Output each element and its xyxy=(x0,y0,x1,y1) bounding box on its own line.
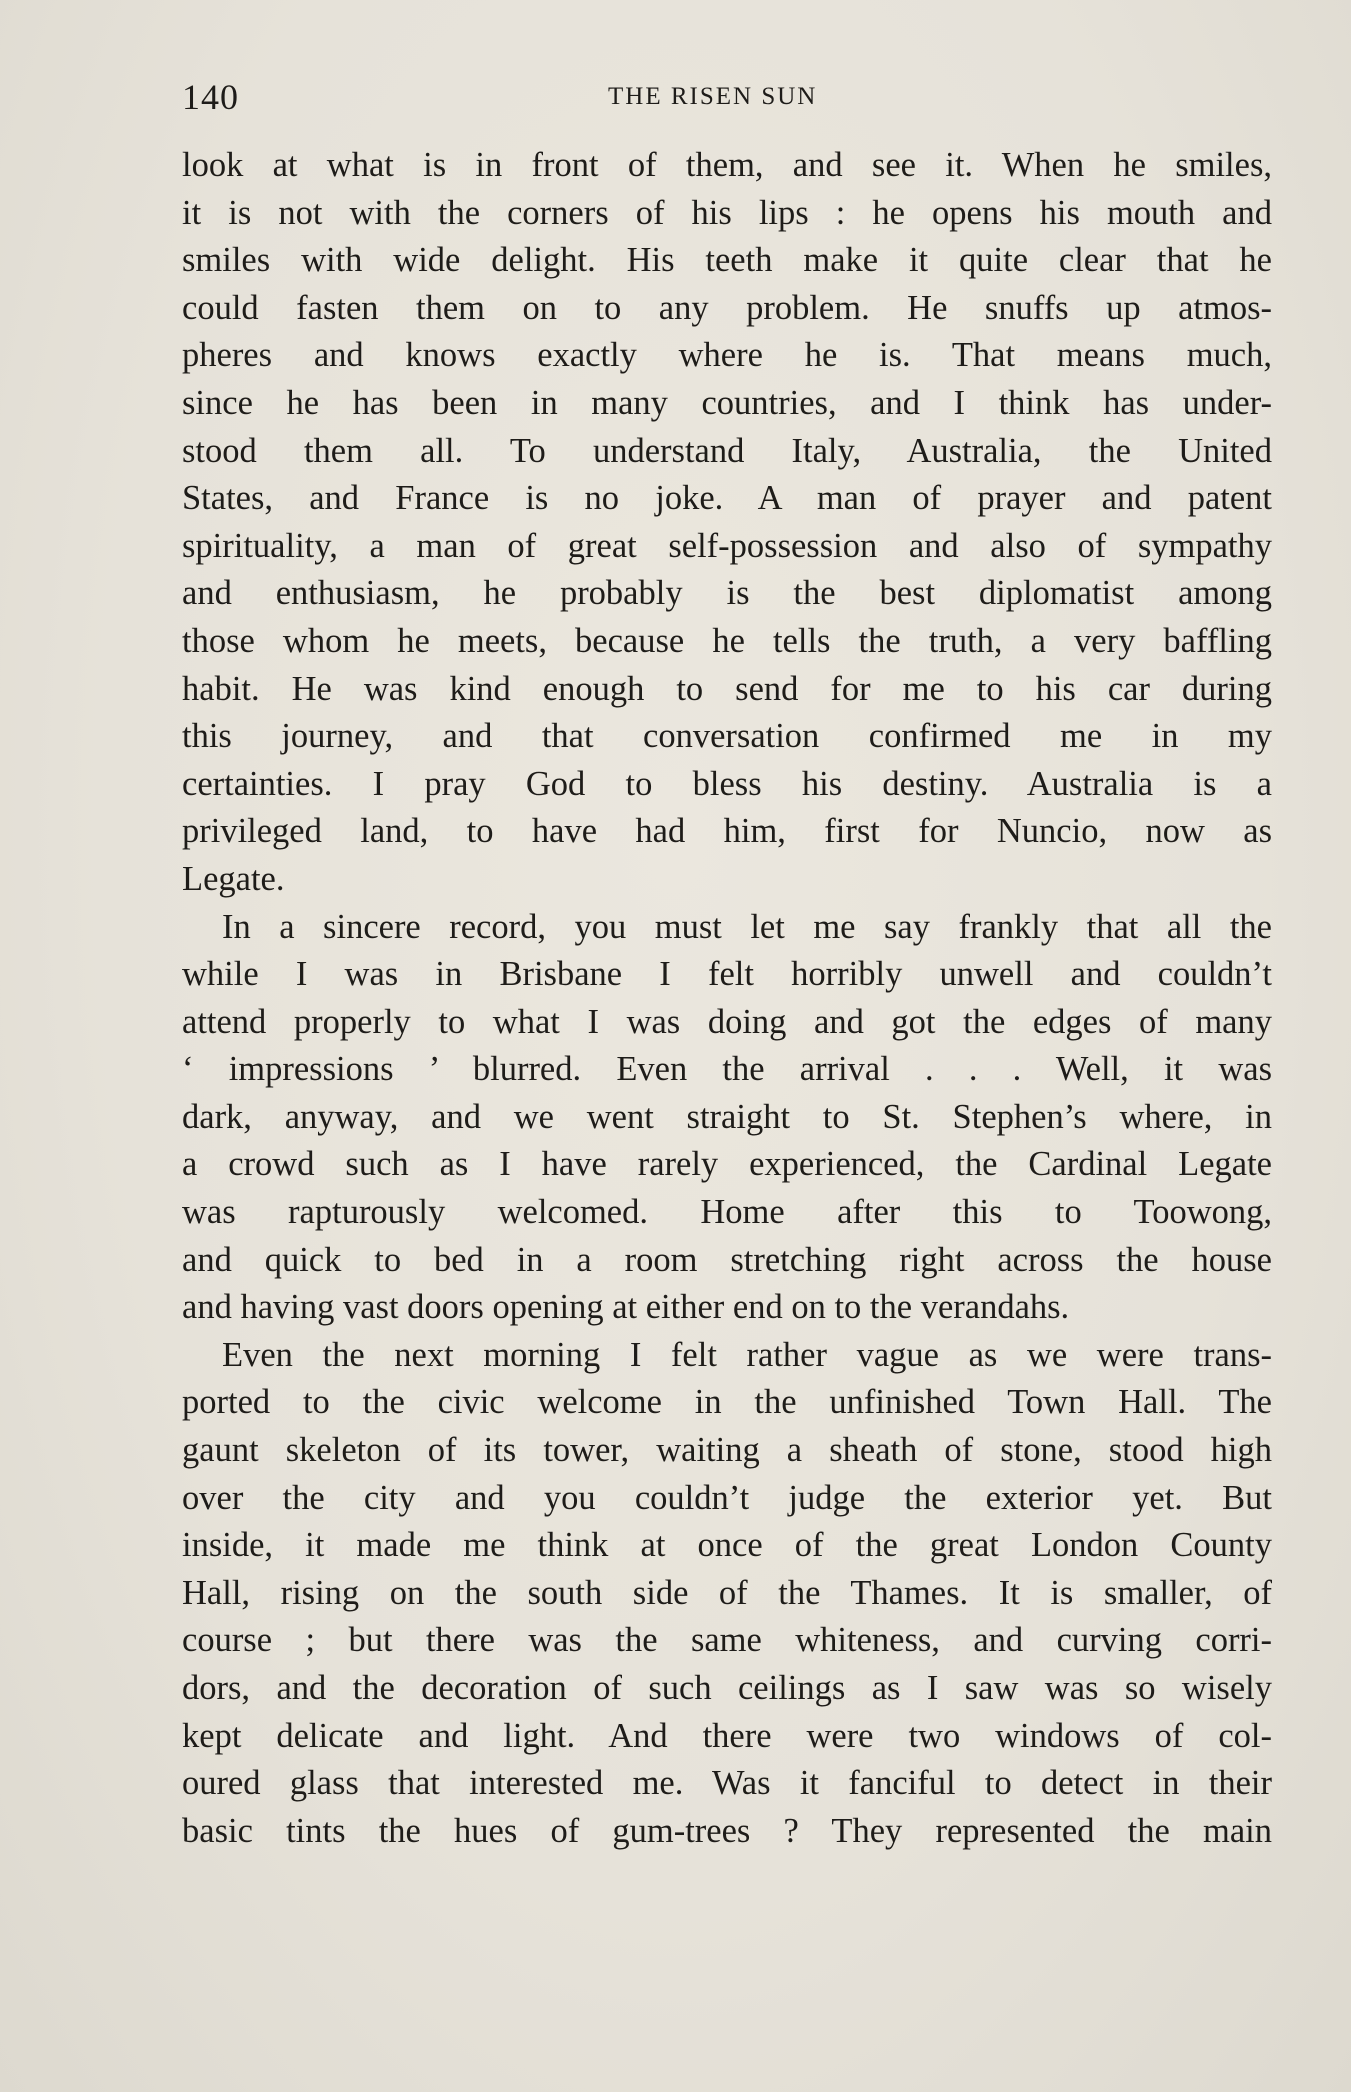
text-line: smiles with wide delight. His teeth make it quite clear that he xyxy=(182,241,1272,280)
text-line: attend properly to what I was doing and got the edges of many xyxy=(182,1002,1272,1041)
text-line: spirituality, a man of great self-possession and also of sympathy xyxy=(182,526,1272,565)
text-line: and enthusiasm, he probably is the best diplomatist among xyxy=(182,574,1272,613)
text-line: Hall, rising on the south side of the Thames. It is smaller, of xyxy=(182,1573,1272,1612)
text-line: course ; but there was the same whiteness, and curving corri- xyxy=(182,1621,1272,1660)
text-line: certainties. I pray God to bless his destiny. Australia is a xyxy=(182,764,1272,803)
text-line: In a sincere record, you must let me say frankly that all the xyxy=(222,907,1272,946)
text-line: and having vast doors opening at either end on to the verandahs. xyxy=(182,1288,1070,1327)
text-line: this journey, and that conversation confirmed me in my xyxy=(182,717,1272,756)
text-line: habit. He was kind enough to send for me to his car during xyxy=(182,669,1272,708)
text-line: those whom he meets, because he tells the truth, a very baffling xyxy=(182,621,1272,660)
text-line: dark, anyway, and we went straight to St. Stephen’s where, in xyxy=(182,1097,1272,1136)
body-text xyxy=(182,142,1272,1855)
text-line: Even the next morning I felt rather vague as we were trans- xyxy=(222,1335,1272,1374)
text-line: basic tints the hues of gum-trees ? They represented the main xyxy=(182,1811,1272,1850)
text-line: was rapturously welcomed. Home after this to Toowong, xyxy=(182,1193,1272,1232)
text-line: pheres and knows exactly where he is. That means much, xyxy=(182,336,1272,375)
text-line: States, and France is no joke. A man of prayer and patent xyxy=(182,479,1272,518)
text-line: Legate. xyxy=(182,859,285,898)
text-line: it is not with the corners of his lips : he opens his mouth and xyxy=(182,193,1272,232)
text-line: dors, and the decoration of such ceilings as I saw was so wisely xyxy=(182,1669,1272,1707)
text-line: stood them all. To understand Italy, Australia, the United xyxy=(182,431,1272,470)
running-title: THE RISEN SUN xyxy=(608,83,818,110)
text-line: ‘ impressions ’ blurred. Even the arrival . . . Well, it was xyxy=(182,1050,1272,1089)
text-line: ported to the civic welcome in the unfinished Town Hall. The xyxy=(182,1383,1272,1422)
text-line: since he has been in many countries, and I think has under- xyxy=(182,383,1272,422)
text-line: look at what is in front of them, and see it. When he smiles, xyxy=(182,146,1272,184)
text-line: inside, it made me think at once of the great London County xyxy=(182,1526,1272,1565)
text-line: gaunt skeleton of its tower, waiting a sheath of stone, stood high xyxy=(182,1431,1272,1470)
text-line: could fasten them on to any problem. He snuffs up atmos- xyxy=(182,288,1272,327)
text-line: over the city and you couldn’t judge the exterior yet. But xyxy=(182,1478,1272,1517)
text-line: and quick to bed in a room stretching right across the house xyxy=(182,1240,1272,1279)
text-line: a crowd such as I have rarely experienced, the Cardinal Legate xyxy=(182,1145,1272,1184)
text-line: kept delicate and light. And there were two windows of col- xyxy=(182,1716,1272,1755)
page-header xyxy=(182,72,1272,122)
text-line: while I was in Brisbane I felt horribly unwell and couldn’t xyxy=(182,955,1272,994)
page-number: 140 xyxy=(182,77,239,117)
text-line: oured glass that interested me. Was it fanciful to detect in their xyxy=(182,1764,1272,1803)
text-line: privileged land, to have had him, first for Nuncio, now as xyxy=(182,812,1272,851)
